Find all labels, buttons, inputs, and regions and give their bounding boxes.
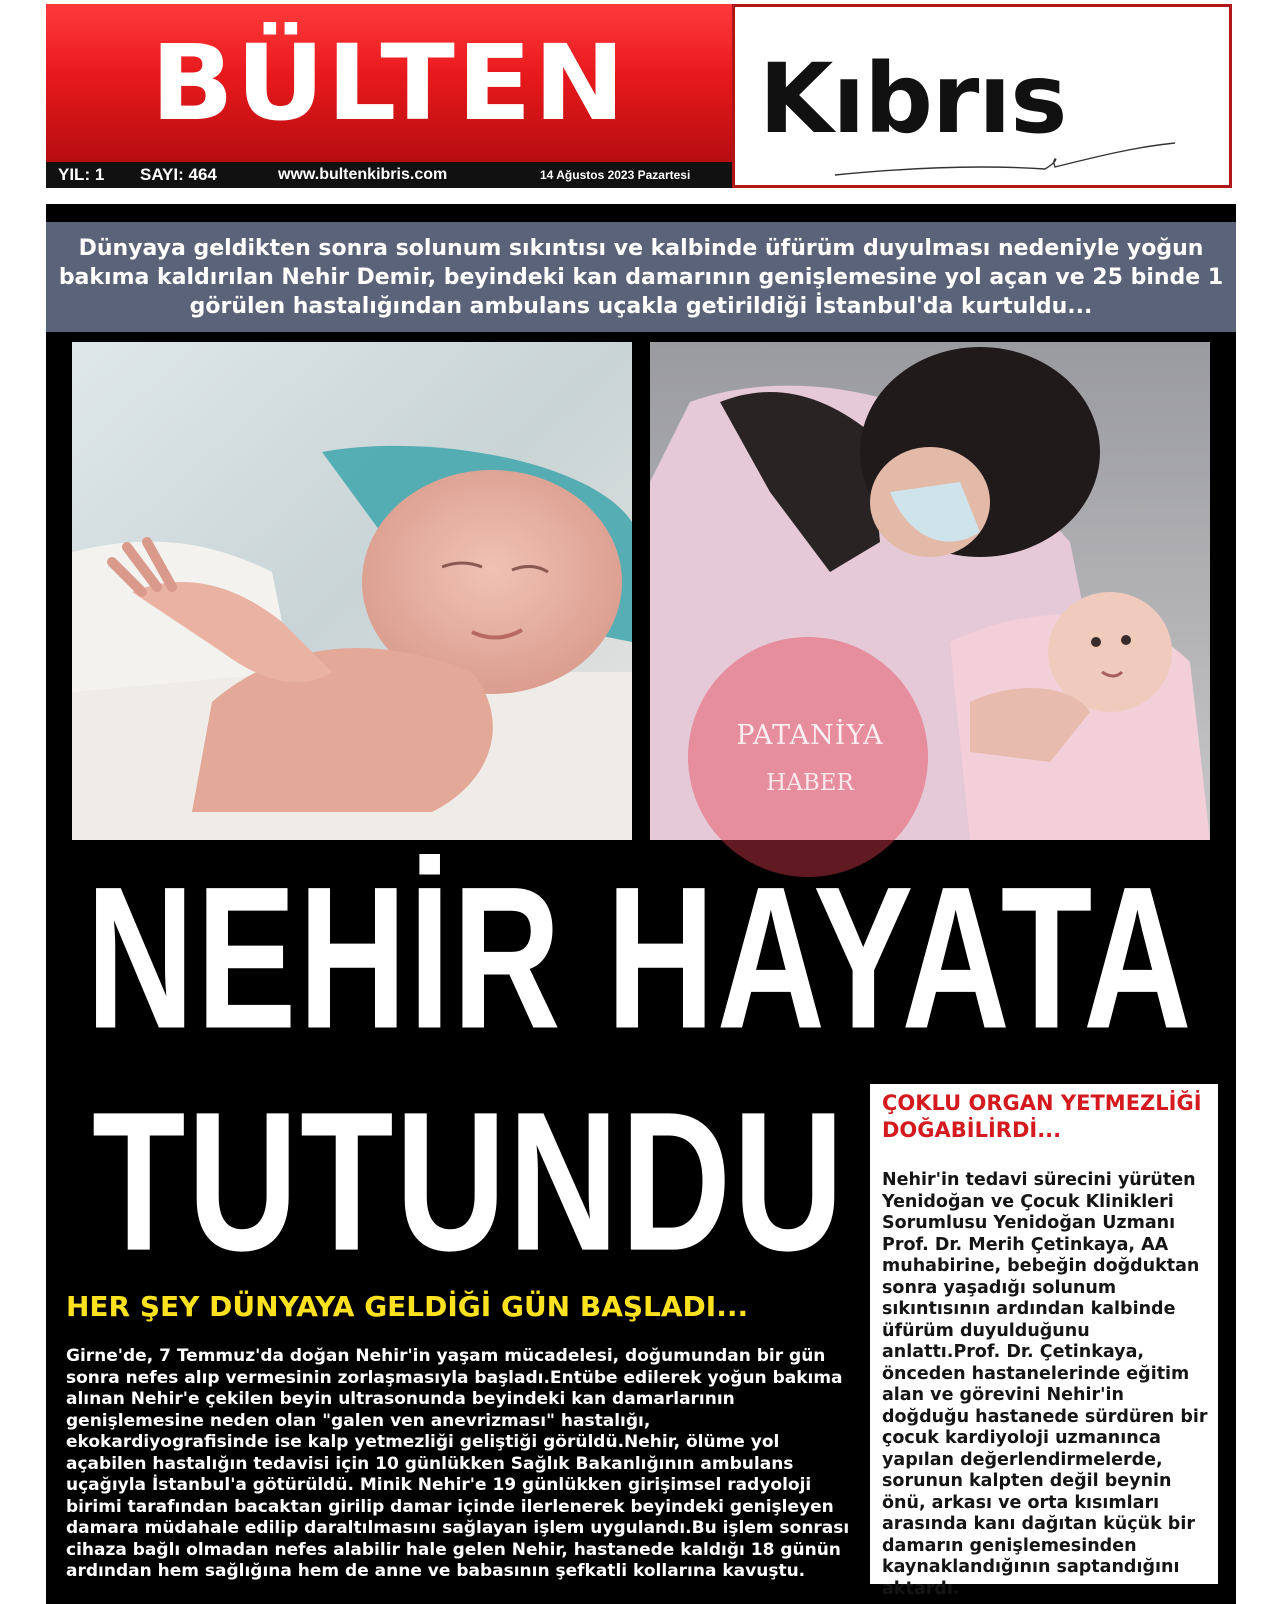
issue-number: SAYI: 464 bbox=[140, 165, 217, 184]
watermark-circle bbox=[688, 637, 928, 877]
headline-line-1: NEHİR HAYATA bbox=[86, 843, 1194, 1071]
article-body: Girne'de, 7 Temmuz'da doğan Nehir'in yaşam mücadelesi, doğumundan bir gün sonra nefes alıp vermesinin zorlaşmasıyla başladı.Entübe edilerek yoğun bakıma alınan Nehir'e çekilen beyin ultrasonunda beyindeki kan damarlarının genişlemesine neden olan "galen ven anevrizması" hastalığı, ekokardiyografisinde ise kalp yetmezliği geliştiği görüldü.Nehir, ölüme yol açabilen hastalığın tedavisi için 10 günlükken Sağlık Bakanlığının ambulans uçağıyla İstanbul'a götürüldü. Minik Nehir'e 19 günlükken girişimsel radyoloji birimi tarafından bacaktan girilip damar içinde ilerlenerek beyindeki genişleyen damara müdahale edilip daraltılmasını sağlayan işlem uygulandı.Bu işlem sonrası cihaza bağlı olmadan nefes alabilir hale gelen Nehir, hastanede kaldığı 18 günün ardından hem sağlığına hem de anne ve babasının şefkatli kollarına kavuştu. bbox=[66, 1346, 850, 1581]
issue-date: 14 Ağustos 2023 Pazartesi bbox=[540, 168, 691, 182]
masthead-title-right: Kıbrıs bbox=[759, 43, 1067, 155]
sidebar-box bbox=[870, 1084, 1218, 1599]
watermark-text-bottom: HABER bbox=[766, 770, 854, 796]
photo-baby-incubator bbox=[72, 342, 632, 840]
sidebar-title: ÇOKLU ORGAN YETMEZLİĞİ DOĞABİLİRDİ... bbox=[882, 1091, 1202, 1142]
website-url: www.bultenkibris.com bbox=[278, 166, 448, 183]
masthead-title-left: BÜLTEN bbox=[150, 22, 628, 144]
signature-swoosh-icon bbox=[735, 7, 1229, 185]
watermark-text-top: PATANİYA bbox=[736, 720, 884, 751]
issue-year: YIL: 1 bbox=[58, 165, 105, 184]
subheadline: HER ŞEY DÜNYAYA GELDİĞİ GÜN BAŞLADI... bbox=[66, 1290, 749, 1323]
headline-line-2: TUTUNDU bbox=[92, 1070, 846, 1292]
masthead-logo-bulten bbox=[46, 4, 732, 162]
masthead-logo-kibris bbox=[732, 4, 1232, 188]
spot-text: Dünyaya geldikten sonra solunum sıkıntısı ve kalbinde üfürüm duyulması nedeniyle yoğun bakıma kaldırılan Nehir Demir, beyindeki kan damarının genişlemesine yol açan ve 25 binde 1 görülen hastalığından ambulans uçakla getirildiği İstanbul'da kurtuldu... bbox=[46, 222, 1236, 332]
sidebar-text: Nehir'in tedavi sürecini yürüten Yenidoğan ve Çocuk Klinikleri Sorumlusu Yenidoğan Uzmanı Prof. Dr. Merih Çetinkaya, AA muhabirine, bebeğin doğduktan sonra yaşadığı solunum sıkıntısının ardından kalbinde üfürüm duyulduğunu anlattı.Prof. Dr. Çetinkaya, önceden hastanelerinde eğitim alan ve görevini Nehir'in doğduğu hastanede sürdüren bir çocuk kardiyoloji uzmanınca yapılan değerlendirmelerde, sorunun kalpten değil beynin önü, arkası ve orta kısımları arasında kanı dağıtan küçük bir damarın genişlemesinden kaynaklandığının saptandığını aktardı. bbox=[882, 1170, 1208, 1599]
masthead-info-strip bbox=[46, 162, 732, 188]
